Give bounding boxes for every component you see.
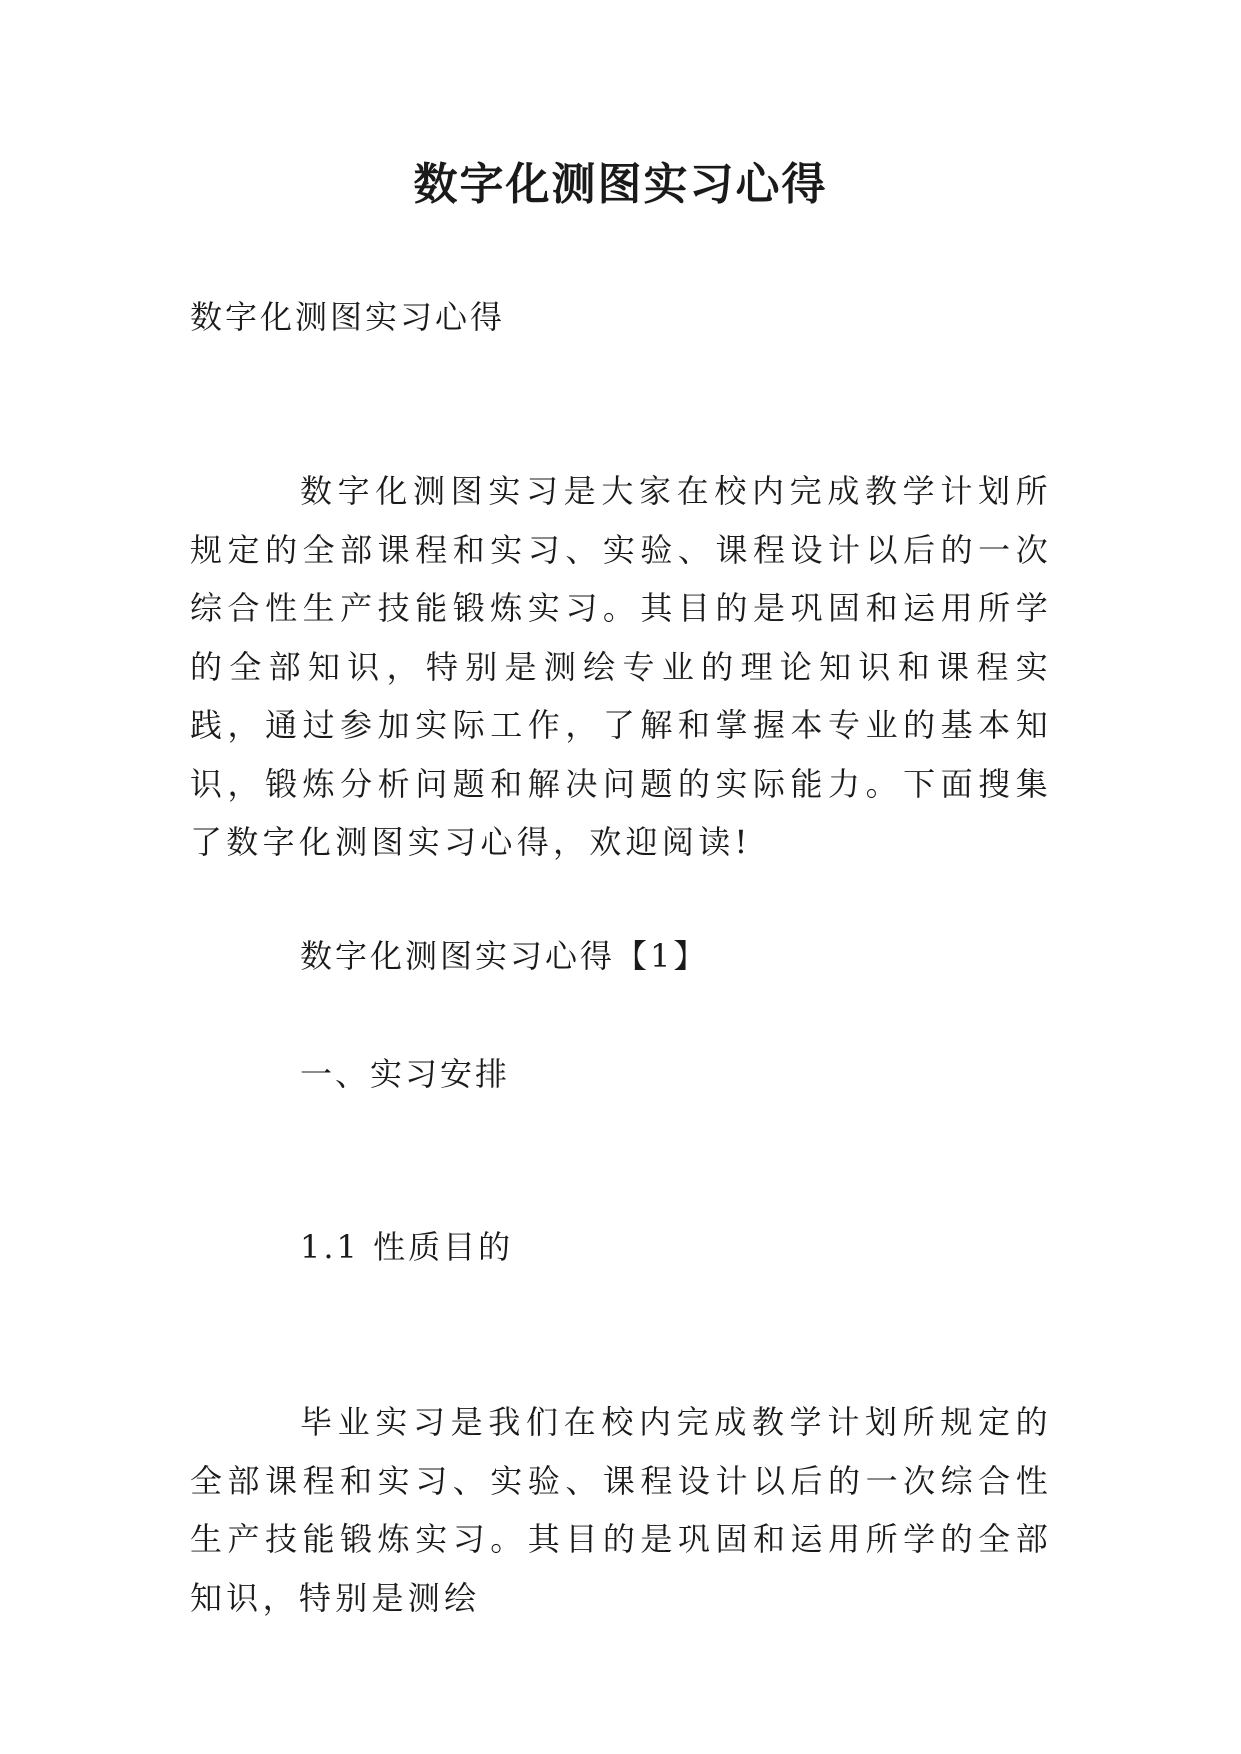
chapter-heading: 一、实习安排 (300, 1055, 511, 1093)
subsection-heading: 1.1 性质目的 (300, 1228, 514, 1266)
document-title: 数字化测图实习心得 (413, 159, 828, 210)
body-paragraph: 毕业实习是我们在校内完成教学计划所规定的全部课程和实习、实验、课程设计以后的一次综合性生产技能锻炼实习。其目的是巩固和运用所学的全部知识，特别是测绘 (190, 1403, 1052, 1617)
section-heading: 数字化测图实习心得【1】 (300, 937, 709, 975)
intro-paragraph: 数字化测图实习是大家在校内完成教学计划所规定的全部课程和实习、实验、课程设计以后的一次综合性生产技能锻炼实习。其目的是巩固和运用所学的全部知识，特别是测绘专业的理论知识和课程实践，通过参加实际工作，了解和掌握本专业的基本知识，锻炼分析问题和解决问题的实际能力。下面搜集了数字化测图实习心得，欢迎阅读! (190, 472, 1052, 861)
document-subtitle: 数字化测图实习心得 (190, 298, 506, 336)
